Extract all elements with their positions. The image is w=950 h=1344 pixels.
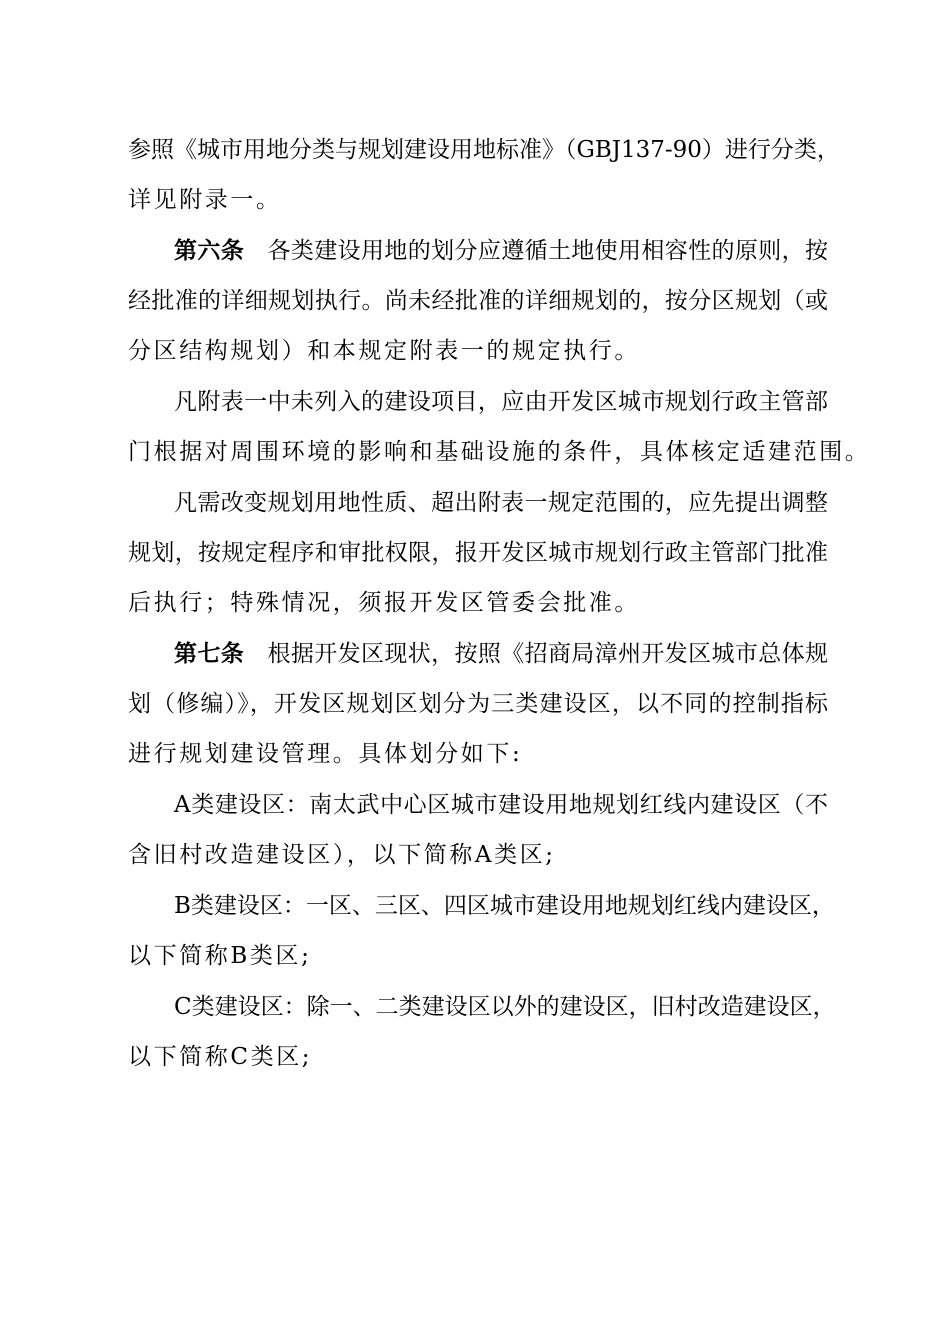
article-6-text: 各类建设用地的划分应遵循土地使用相容性的原则，按: [244, 238, 829, 264]
text-line: 后执行；特殊情况，须报开发区管委会批准。: [128, 590, 640, 616]
text-line: 凡附表一中未列入的建设项目，应由开发区城市规划行政主管部: [174, 389, 828, 415]
text-line: 以下简称C类区;: [128, 1044, 313, 1070]
text-line: 参照《城市用地分类与规划建设用地标准》（GBJ137-90）进行分类，: [128, 137, 840, 163]
text-line: 经批准的详细规划执行。尚未经批准的详细规划的，按分区规划（或: [128, 288, 828, 314]
text-line: B类建设区：一区、三区、四区城市建设用地规划红线内建设区，: [174, 893, 835, 919]
text-line: 划（修编）》，开发区规划区划分为三类建设区，以不同的控制指标: [128, 691, 828, 717]
article-6-line: [174, 231, 828, 271]
text-line: 进行规划建设管理。具体划分如下:: [128, 741, 523, 767]
article-7-text: 根据开发区现状，按照《招商局漳州开发区城市总体规: [244, 641, 829, 667]
text-line: C类建设区：除一、二类建设区以外的建设区，旧村改造建设区，: [174, 994, 836, 1020]
text-line: 含旧村改造建设区），以下简称A类区;: [128, 842, 556, 868]
article-6-heading: 第六条: [174, 237, 245, 264]
text-line: 以下简称B类区;: [128, 943, 312, 969]
article-7-heading: 第七条: [174, 640, 245, 667]
text-line: 详见附录一。: [128, 187, 282, 213]
text-line: 规划，按规定程序和审批权限，报开发区城市规划行政主管部门批准: [128, 540, 828, 566]
text-line: 门根据对周围环境的影响和基础设施的条件，具体核定适建范围。: [128, 439, 871, 465]
text-line: 分区结构规划）和本规定附表一的规定执行。: [128, 338, 640, 364]
text-line: A类建设区：南太武中心区城市建设用地规划红线内建设区（不: [174, 792, 828, 818]
text-line: 凡需改变规划用地性质、超出附表一规定范围的，应先提出调整: [174, 490, 828, 516]
article-7-line: [174, 634, 828, 674]
